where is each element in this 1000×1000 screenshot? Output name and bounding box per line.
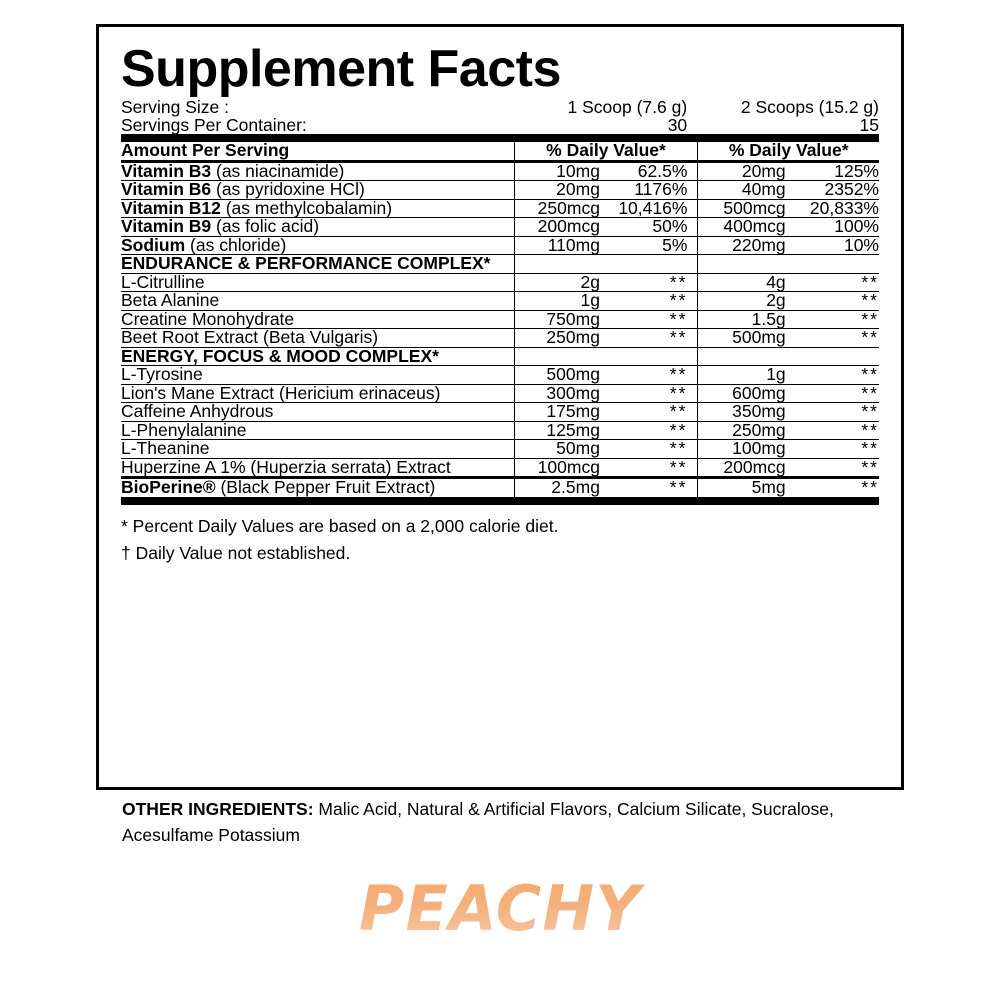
dv-2: 100% [834,216,879,237]
amount-2: 500mcg [698,200,786,218]
dv-2: ** [861,327,879,348]
serving-size-col2: 2 Scoops (15.2 g) [740,97,879,118]
nutrient-name: Vitamin B3 [121,160,212,181]
amount-2: 400mcg [698,218,786,236]
dv-2: 10% [843,234,879,255]
supplement-facts-inner [121,37,879,567]
nutrient-name: Vitamin B12 [121,197,221,218]
nutrient-detail: (as pyridoxine HCl) [211,179,365,200]
dv-1: ** [669,438,688,459]
dv-1: ** [669,419,688,440]
table-row [121,237,879,255]
dv-1: 62.5% [637,160,688,181]
table-row [121,311,879,329]
flavor-name: PEACHY [0,872,1000,945]
dv-2: ** [861,401,879,422]
dv-2: ** [861,382,879,403]
amount-2: 20mg [698,163,786,181]
nutrient-name: Creatine Monohydrate [121,308,295,329]
daily-value-header-2: % Daily Value* [698,142,879,161]
amount-2: 500mg [698,329,786,347]
amount-2: 1.5g [698,311,786,329]
nutrient-name: Caffeine Anhydrous [121,401,274,422]
dv-1: ** [669,477,688,498]
dv-1: 1176% [634,179,688,200]
amount-1: 175mg [514,403,600,421]
table-row [121,479,879,501]
nutrient-detail: (as folic acid) [211,216,320,237]
nutrient-name: Beet Root Extract (Beta Vulgaris) [121,327,379,348]
footnotes [121,513,879,567]
table-row [121,163,879,181]
nutrient-name: Lion's Mane Extract (Hericium erinaceus) [121,382,441,403]
footnote-not-established: † Daily Value not established. [121,542,351,563]
dv-1: ** [669,271,688,292]
daily-value-header-1: % Daily Value* [514,142,698,161]
nutrient-detail: (as methylcobalamin) [220,197,393,218]
group-detail: * [483,253,491,274]
dv-1: ** [669,290,688,311]
dv-1: ** [669,456,688,477]
table-row [121,459,879,478]
amount-2: 250mg [698,422,786,440]
table-bottom-rule [121,501,879,505]
dv-2: 125% [834,160,879,181]
serving-info-table [121,99,879,134]
nutrient-detail: (Black Pepper Fruit Extract) [215,477,436,498]
dv-2: ** [861,438,879,459]
table-row [121,200,879,218]
group-name: ENDURANCE & PERFORMANCE COMPLEX [121,253,484,274]
dv-2: ** [861,308,879,329]
dv-1: 5% [662,234,688,255]
servings-per-container-row [121,117,879,135]
group-heading-row [121,255,879,273]
amount-1: 10mg [514,163,600,181]
dv-2: ** [861,271,879,292]
amount-2: 40mg [698,181,786,199]
dv-2: ** [861,419,879,440]
amount-1: 125mg [514,422,600,440]
dv-1: 50% [652,216,688,237]
amount-per-serving-header: Amount Per Serving [121,140,290,161]
table-row [121,366,879,384]
other-ingredients-text: Malic Acid, Natural & Artificial Flavors, Calcium Silicate, Sucralose, Acesulfame Potassium [122,799,834,846]
amount-2: 350mg [698,403,786,421]
amount-2: 5mg [698,479,786,501]
table-row [121,440,879,458]
amount-1: 50mg [514,440,600,458]
dv-1: ** [669,364,688,385]
table-row [121,274,879,292]
amount-2: 4g [698,274,786,292]
servings-per-container-label: Servings Per Container: [121,114,307,135]
amount-2: 600mg [698,385,786,403]
table-row [121,292,879,310]
amount-1: 200mcg [514,218,600,236]
amount-1: 20mg [514,181,600,199]
servings-col1: 30 [667,114,688,135]
table-row [121,218,879,236]
amount-2: 1g [698,366,786,384]
nutrient-name: Sodium [121,234,186,255]
nutrient-name: Vitamin B6 [121,179,212,200]
table-row [121,181,879,199]
amount-1: 500mg [514,366,600,384]
amount-2: 200mcg [698,459,786,478]
table-row [121,422,879,440]
amount-1: 100mcg [514,459,600,478]
amount-2: 2g [698,292,786,310]
nutrient-name: Huperzine A 1% (Huperzia serrata) Extract [121,456,451,477]
dv-1: 10,416% [618,197,688,218]
serving-size-col1: 1 Scoop (7.6 g) [567,97,688,118]
nutrient-name: BioPerine® [121,477,216,498]
dv-2: ** [861,364,879,385]
group-detail: * [432,345,439,366]
dv-1: ** [669,327,688,348]
dv-1: ** [669,308,688,329]
table-row [121,329,879,347]
other-ingredients [122,796,912,849]
supplement-facts-panel [96,24,904,790]
amount-2: 100mg [698,440,786,458]
amount-1: 2g [514,274,600,292]
amount-2: 220mg [698,237,786,255]
amount-1: 750mg [514,311,600,329]
servings-col2: 15 [859,114,879,135]
nutrition-table [121,134,879,505]
table-row [121,385,879,403]
dv-2: 2352% [824,179,879,200]
other-ingredients-label: OTHER INGREDIENTS: [122,799,314,819]
dv-2: ** [861,456,879,477]
amount-1: 1g [514,292,600,310]
group-heading-row [121,348,879,366]
page-title: Supplement Facts [121,40,561,98]
amount-1: 250mcg [514,200,600,218]
nutrient-detail: (as niacinamide) [211,160,345,181]
nutrient-name: L-Citrulline [121,271,205,292]
amount-1: 300mg [514,385,600,403]
footnote-daily-value: * Percent Daily Values are based on a 2,000 calorie diet. [121,515,559,536]
dv-2: ** [861,290,879,311]
nutrient-name: Beta Alanine [121,290,220,311]
amount-1: 110mg [514,237,600,255]
dv-1: ** [669,382,688,403]
nutrient-name: L-Tyrosine [121,364,203,385]
nutrient-name: L-Theanine [121,438,210,459]
group-name: ENERGY, FOCUS & MOOD COMPLEX [121,345,433,366]
nutrient-name: Vitamin B9 [121,216,212,237]
table-row [121,403,879,421]
amount-1: 250mg [514,329,600,347]
dv-2: 20,833% [809,197,879,218]
dv-1: ** [669,401,688,422]
serving-size-label: Serving Size : [121,97,229,118]
dv-2: ** [861,477,879,498]
nutrient-name: L-Phenylalanine [121,419,247,440]
table-header-row [121,142,879,161]
amount-1: 2.5mg [514,479,600,501]
nutrient-detail: (as chloride) [185,234,287,255]
